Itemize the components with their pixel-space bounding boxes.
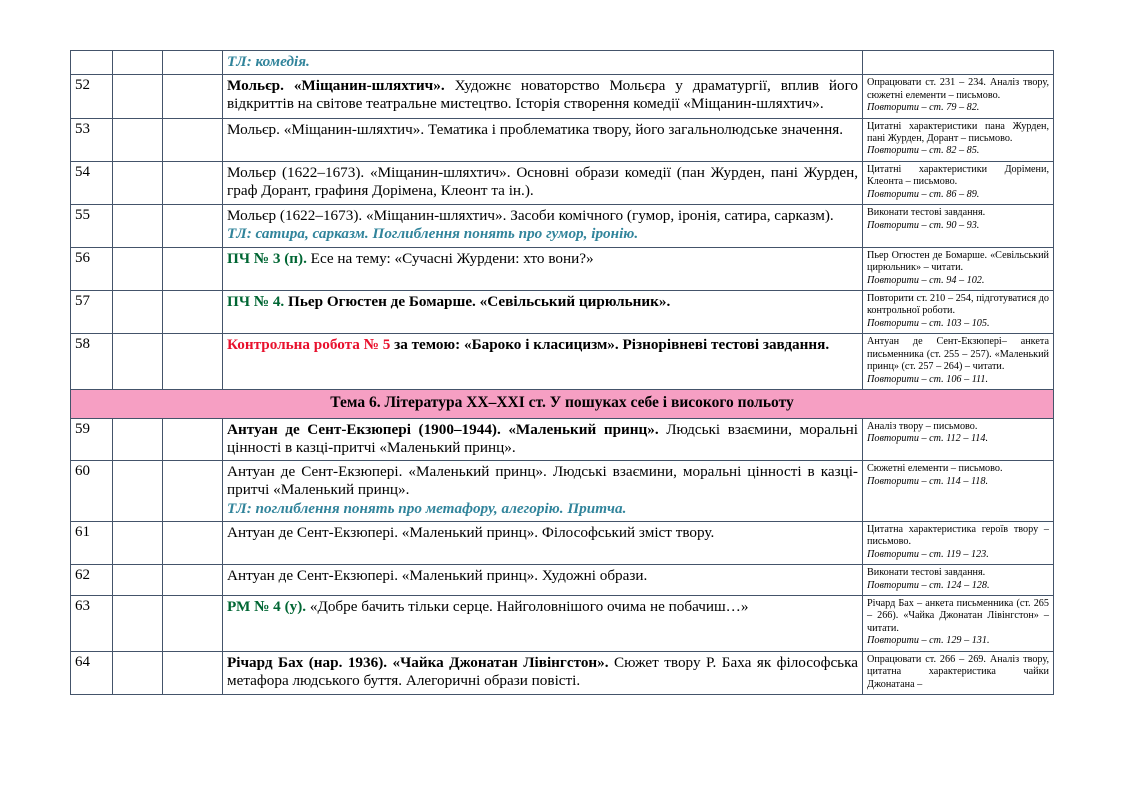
homework-line: Повторити ст. 210 – 254, підготуватися до контрольної роботи. (867, 292, 1049, 317)
homework-cell (863, 51, 1054, 75)
lesson-number-cell (71, 51, 113, 75)
lesson-content-cell (223, 51, 863, 75)
date-cell (113, 595, 163, 651)
lesson-number-cell: 58 (71, 334, 113, 390)
lesson-number-cell: 64 (71, 651, 113, 694)
lesson-content-text (227, 207, 858, 225)
lesson-content-text (227, 421, 858, 457)
homework-repeat-line: Повторити – ст. 79 – 82. (867, 102, 980, 114)
homework-cell (863, 205, 1054, 247)
homework-repeat-line: Повторити – ст. 94 – 102. (867, 274, 985, 286)
lesson-number-cell: 60 (71, 461, 113, 522)
notes-cell (163, 595, 223, 651)
homework-cell (863, 418, 1054, 460)
homework-repeat-line: Повторити – ст. 86 – 89. (867, 188, 980, 200)
table-row (71, 247, 1054, 290)
lesson-plan-table (70, 50, 1054, 695)
lesson-content-cell (223, 205, 863, 247)
lesson-number-cell: 59 (71, 418, 113, 460)
lesson-content-cell (223, 461, 863, 522)
lesson-content-text (227, 336, 858, 354)
notes-cell (163, 418, 223, 460)
notes-cell (163, 334, 223, 390)
homework-cell (863, 247, 1054, 290)
homework-cell (863, 521, 1054, 564)
lesson-title-bold: за темою: «Бароко і класицизм». Різнорівневі тестові завдання. (390, 336, 830, 354)
homework-line: Опрацювати ст. 231 – 234. Аналіз твору, сюжетні елементи – письмово. (867, 77, 1049, 101)
lesson-content-text (227, 598, 858, 616)
table-row (71, 565, 1054, 596)
lesson-number-cell: 53 (71, 118, 113, 161)
date-cell (113, 75, 163, 118)
lesson-description: Сюжет твору Р. Баха як філософська метафора людського буття. Алегоричні образи повісті. (227, 653, 858, 689)
notes-cell (163, 118, 223, 161)
homework-cell (863, 461, 1054, 522)
table-row (71, 161, 1054, 204)
notes-cell (163, 461, 223, 522)
homework-cell (863, 334, 1054, 390)
lesson-number-cell: 56 (71, 247, 113, 290)
notes-cell (163, 205, 223, 247)
date-cell (113, 334, 163, 390)
lesson-content-cell (223, 521, 863, 564)
lesson-content-text (227, 77, 858, 113)
table-row (71, 461, 1054, 522)
lesson-description: Мольєр (1622–1673). «Міщанин-шляхтич». Засоби комічного (гумор, іронія, сатира, сарказм). (227, 207, 834, 225)
homework-repeat-line: Повторити – ст. 114 – 118. (867, 475, 989, 487)
lesson-description: Есе на тему: «Сучасні Журдени: хто вони?» (306, 249, 594, 267)
homework-cell (863, 565, 1054, 596)
literary-theory-note: ТЛ: поглиблення понять про метафору, алегорію. Притча. (227, 499, 627, 517)
notes-cell (163, 51, 223, 75)
homework-repeat-line: Повторити – ст. 124 – 128. (867, 579, 990, 591)
homework-repeat-line: Повторити – ст. 129 – 131. (867, 635, 990, 647)
lesson-content-text (227, 293, 858, 311)
lesson-content-text (227, 463, 858, 499)
date-cell (113, 205, 163, 247)
lesson-content-cell (223, 595, 863, 651)
homework-repeat-line: Повторити – ст. 103 – 105. (867, 317, 990, 329)
homework-line: Антуан де Сент-Екзюпері– анкета письменника (ст. 255 – 257). «Маленький принц» (ст. 257 – 264) – читати. (867, 336, 1049, 373)
homework-cell (863, 161, 1054, 204)
lesson-title-bold: Антуан де Сент-Екзюпері (1900–1944). «Маленький принц». (227, 420, 659, 438)
homework-cell (863, 595, 1054, 651)
date-cell (113, 118, 163, 161)
theme-title: Тема 6. Література XX–XXI ст. У пошуках себе і високого польоту (71, 390, 1054, 419)
homework-line: Опрацювати ст. 266 – 269. Аналіз твору, цитатна характеристика чайки Джонатана – (867, 653, 1049, 690)
table-row (71, 75, 1054, 118)
date-cell (113, 651, 163, 694)
lesson-number-cell: 54 (71, 161, 113, 204)
lesson-description: Художнє новаторство Мольєра у драматургії, вплив його відкриттів на світове театральне мистецтво. Історія створення комедії «Міщанин-шляхтич». (227, 77, 859, 113)
lesson-content-cell (223, 334, 863, 390)
homework-cell (863, 75, 1054, 118)
notes-cell (163, 521, 223, 564)
homework-line: Цитатні характеристики Дорімени, Клеонта – письмово. (867, 163, 1049, 188)
notes-cell (163, 247, 223, 290)
lesson-content-cell (223, 118, 863, 161)
lesson-description: Антуан де Сент-Екзюпері. «Маленький принц». Філософський зміст твору. (227, 523, 715, 541)
lesson-description: Антуан де Сент-Екзюпері. «Маленький принц». Людські взаємини, моральні цінності в казці-притчі «Маленький принц». (227, 463, 858, 499)
literary-theory-note: ТЛ: комедія. (227, 53, 310, 70)
homework-repeat-line: Повторити – ст. 106 – 111. (867, 373, 989, 385)
lesson-content-text (227, 567, 858, 585)
lesson-description: Мольєр (1622–1673). «Міщанин-шляхтич». Основні образи комедії (пан Журден, пані Журден, граф Дорант, графиня Дорімена, Клеонт та ін.). (227, 163, 858, 200)
notes-cell (163, 565, 223, 596)
table-row (71, 290, 1054, 333)
lesson-number-cell: 61 (71, 521, 113, 564)
table-body (71, 51, 1054, 695)
lesson-description: «Добре бачить тільки серце. Найголовнішого очима не побачиш…» (306, 597, 749, 615)
lesson-content-text (227, 121, 858, 139)
homework-repeat-line: Повторити – ст. 90 – 93. (867, 219, 980, 231)
lesson-marker: Контрольна робота № 5 (227, 336, 391, 354)
date-cell (113, 161, 163, 204)
lesson-content-text (227, 524, 858, 542)
lesson-content-text (227, 250, 858, 268)
table-row (71, 521, 1054, 564)
lesson-number-cell: 63 (71, 595, 113, 651)
lesson-number-cell: 55 (71, 205, 113, 247)
lesson-marker: ПЧ № 4. (227, 292, 285, 310)
homework-cell (863, 118, 1054, 161)
homework-cell (863, 651, 1054, 694)
table-row (71, 595, 1054, 651)
homework-line: Пьер Огюстен де Бомарше. «Севільський цирюльник» – читати. (867, 249, 1049, 274)
lesson-content-cell (223, 75, 863, 118)
homework-line: Цитатні характеристики пана Журден, пані Журден, Дорант – письмово. (867, 120, 1049, 144)
table-row (71, 51, 1054, 75)
table-row (71, 418, 1054, 460)
literary-theory-note: ТЛ: сатира, сарказм. Поглиблення понять про гумор, іронію. (227, 225, 639, 243)
table-row (71, 651, 1054, 694)
date-cell (113, 565, 163, 596)
notes-cell (163, 161, 223, 204)
lesson-content-text (227, 654, 858, 690)
table-row (71, 205, 1054, 247)
lesson-marker: ПЧ № 3 (п). (227, 249, 307, 267)
homework-line: Виконати тестові завдання. (867, 567, 986, 579)
lesson-description: Антуан де Сент-Екзюпері. «Маленький принц». Художні образи. (227, 567, 648, 585)
lesson-content-cell (223, 161, 863, 204)
lesson-content-cell (223, 418, 863, 460)
table-row (71, 334, 1054, 390)
lesson-description: Мольєр. «Міщанин-шляхтич». Тематика і проблематика твору, його загальнолюдське значення. (227, 120, 843, 138)
lesson-content-cell (223, 247, 863, 290)
homework-cell (863, 290, 1054, 333)
date-cell (113, 521, 163, 564)
lesson-number-cell: 57 (71, 290, 113, 333)
lesson-description: Людські взаємини, моральні цінності в казці-притчі «Маленький принц». (227, 420, 858, 456)
lesson-number-cell: 62 (71, 565, 113, 596)
theme-header-row (71, 390, 1054, 419)
notes-cell (163, 290, 223, 333)
homework-line: Цитатна характеристика героїв твору – письмово. (867, 523, 1049, 548)
lesson-title-bold: Мольєр. «Міщанин-шляхтич». (227, 77, 445, 95)
homework-repeat-line: Повторити – ст. 119 – 123. (867, 548, 989, 560)
lesson-marker: РМ № 4 (у). (227, 597, 307, 615)
lesson-content-cell (223, 290, 863, 333)
homework-line: Аналіз твору – письмово. (867, 420, 978, 432)
lesson-title-bold: Пьер Огюстен де Бомарше. «Севільський цирюльник». (284, 292, 671, 310)
table-row (71, 118, 1054, 161)
homework-repeat-line: Повторити – ст. 82 – 85. (867, 145, 980, 157)
date-cell (113, 461, 163, 522)
lesson-content-cell (223, 565, 863, 596)
lesson-content-text (227, 164, 858, 200)
lesson-number-cell: 52 (71, 75, 113, 118)
lesson-content-cell (223, 651, 863, 694)
notes-cell (163, 75, 223, 118)
date-cell (113, 51, 163, 75)
homework-line: Сюжетні елементи – письмово. (867, 463, 1003, 475)
date-cell (113, 418, 163, 460)
date-cell (113, 290, 163, 333)
homework-line: Виконати тестові завдання. (867, 207, 986, 219)
homework-repeat-line: Повторити – ст. 112 – 114. (867, 433, 989, 445)
notes-cell (163, 651, 223, 694)
homework-line: Річард Бах – анкета письменника (ст. 265 – 266). «Чайка Джонатан Лівінгстон» – читати. (867, 597, 1049, 634)
lesson-title-bold: Річард Бах (нар. 1936). «Чайка Джонатан Лівінгстон». (227, 653, 609, 671)
date-cell (113, 247, 163, 290)
